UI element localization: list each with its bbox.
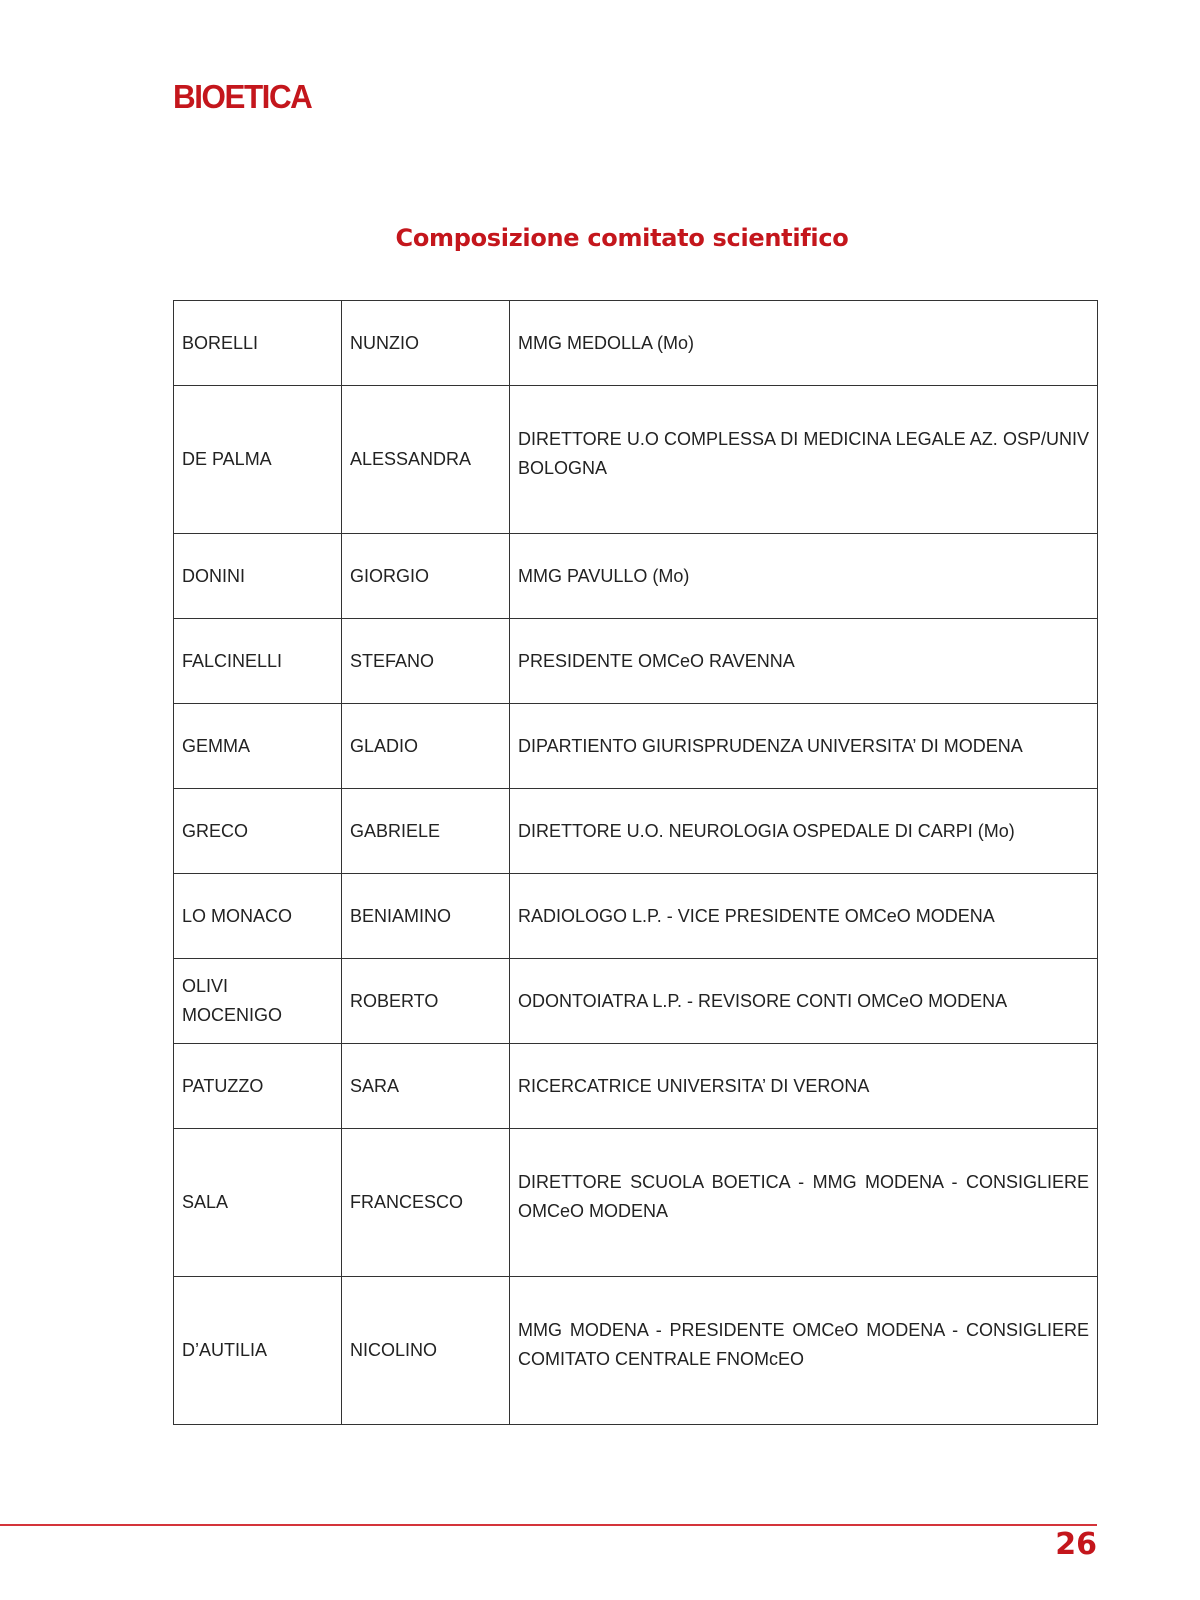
surname-cell: LO MONACO <box>174 874 342 959</box>
role-cell <box>510 874 1098 959</box>
role-text: RADIOLOGO L.P. - VICE PRESIDENTE OMCeO MODENA <box>518 905 995 926</box>
table-row <box>174 301 1098 386</box>
table-row <box>174 959 1098 1044</box>
role-text: MMG PAVULLO (Mo) <box>518 565 690 586</box>
table-title: Composizione comitato scientifico <box>395 224 849 252</box>
table-row <box>174 704 1098 789</box>
surname-cell: FALCINELLI <box>174 619 342 704</box>
name-cell: STEFANO <box>342 619 510 704</box>
table-row <box>174 1129 1098 1277</box>
table-row <box>174 1277 1098 1425</box>
surname-cell: OLIVI MOCENIGO <box>174 959 342 1044</box>
role-text: MMG MEDOLLA (Mo) <box>518 332 695 353</box>
role-text: DIRETTORE U.O COMPLESSA DI MEDICINA LEGALE AZ. OSP/UNIV BOLOGNA <box>518 428 1089 478</box>
table-row <box>174 386 1098 534</box>
surname-cell: GEMMA <box>174 704 342 789</box>
name-cell: FRANCESCO <box>342 1129 510 1277</box>
committee-table <box>173 300 1098 1425</box>
page-number: 26 <box>1055 1527 1097 1562</box>
role-cell <box>510 704 1098 789</box>
footer-rule <box>0 1524 1097 1526</box>
name-cell: GABRIELE <box>342 789 510 874</box>
role-text: RICERCATRICE UNIVERSITA’ DI VERONA <box>518 1075 870 1096</box>
role-cell <box>510 301 1098 386</box>
role-cell <box>510 1277 1098 1425</box>
role-text: DIRETTORE SCUOLA BOETICA - MMG MODENA - CONSIGLIERE OMCeO MODENA <box>518 1171 1089 1221</box>
section-title: BIOETICA <box>173 78 312 115</box>
name-cell: BENIAMINO <box>342 874 510 959</box>
surname-cell: SALA <box>174 1129 342 1277</box>
name-cell: GLADIO <box>342 704 510 789</box>
role-cell <box>510 1129 1098 1277</box>
role-text: PRESIDENTE OMCeO RAVENNA <box>518 650 795 671</box>
surname-cell: PATUZZO <box>174 1044 342 1129</box>
name-cell: ROBERTO <box>342 959 510 1044</box>
name-cell: GIORGIO <box>342 534 510 619</box>
name-cell: NICOLINO <box>342 1277 510 1425</box>
table-row <box>174 534 1098 619</box>
role-cell <box>510 1044 1098 1129</box>
name-cell: NUNZIO <box>342 301 510 386</box>
role-text: MMG MODENA - PRESIDENTE OMCeO MODENA - CONSIGLIERE COMITATO CENTRALE FNOMcEO <box>518 1319 1089 1369</box>
surname-cell: BORELLI <box>174 301 342 386</box>
role-text: DIRETTORE U.O. NEUROLOGIA OSPEDALE DI CARPI (Mo) <box>518 820 1015 841</box>
role-cell <box>510 789 1098 874</box>
surname-cell: DE PALMA <box>174 386 342 534</box>
committee-table-body <box>174 301 1098 1425</box>
role-cell <box>510 959 1098 1044</box>
role-cell <box>510 534 1098 619</box>
table-row <box>174 874 1098 959</box>
name-cell: SARA <box>342 1044 510 1129</box>
name-cell: ALESSANDRA <box>342 386 510 534</box>
surname-cell: DONINI <box>174 534 342 619</box>
role-text: ODONTOIATRA L.P. - REVISORE CONTI OMCeO MODENA <box>518 990 1008 1011</box>
role-text: DIPARTIENTO GIURISPRUDENZA UNIVERSITA’ DI MODENA <box>518 735 1023 756</box>
surname-cell: D’AUTILIA <box>174 1277 342 1425</box>
role-cell <box>510 386 1098 534</box>
table-row <box>174 1044 1098 1129</box>
table-row <box>174 619 1098 704</box>
table-row <box>174 789 1098 874</box>
role-cell <box>510 619 1098 704</box>
surname-cell: GRECO <box>174 789 342 874</box>
